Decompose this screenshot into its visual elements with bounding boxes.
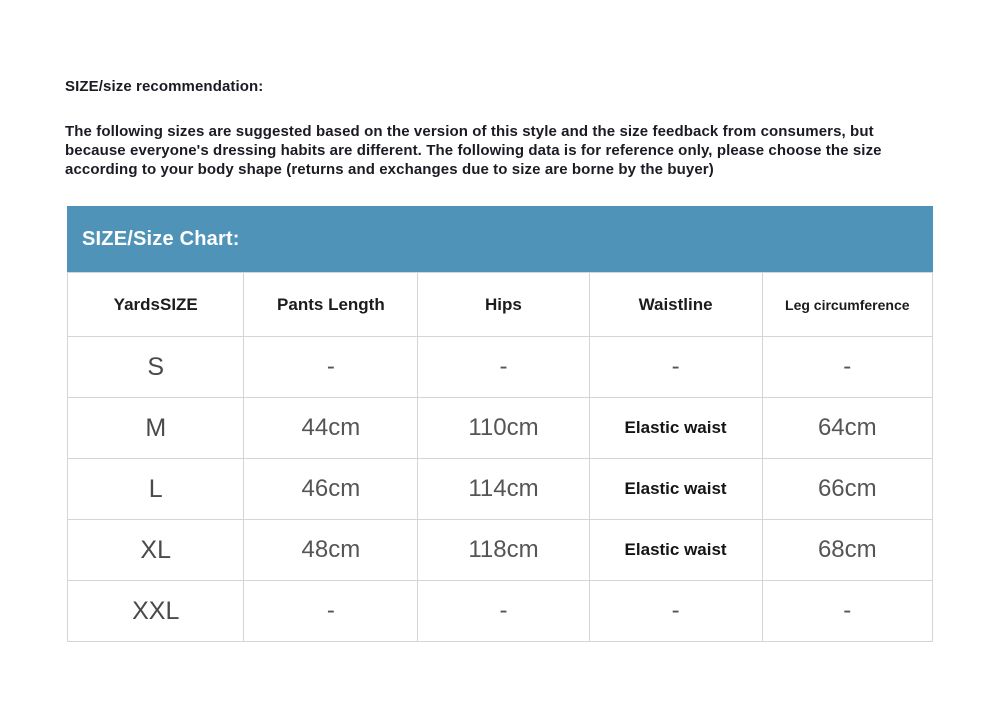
cell-pants-length: 44cm — [244, 398, 418, 459]
cell-hips: - — [418, 581, 589, 642]
size-table — [67, 272, 933, 642]
cell-leg-circumference: 64cm — [762, 398, 932, 459]
cell-leg-circumference: - — [762, 337, 932, 398]
cell-leg-circumference: 68cm — [762, 520, 932, 581]
page-title: SIZE/size recommendation: — [65, 78, 264, 95]
column-header-waistline: Waistline — [589, 273, 762, 337]
size-chart-title: SIZE/Size Chart: — [82, 227, 240, 250]
cell-hips: 114cm — [418, 459, 589, 520]
table-row — [68, 459, 933, 520]
cell-size: M — [68, 398, 244, 459]
cell-pants-length: - — [244, 337, 418, 398]
cell-pants-length: 48cm — [244, 520, 418, 581]
cell-pants-length: 46cm — [244, 459, 418, 520]
cell-size: XXL — [68, 581, 244, 642]
header-row — [68, 273, 933, 337]
cell-hips: 110cm — [418, 398, 589, 459]
cell-size: S — [68, 337, 244, 398]
column-header-size: YardsSIZE — [68, 273, 244, 337]
column-header-pants-length: Pants Length — [244, 273, 418, 337]
cell-size: L — [68, 459, 244, 520]
column-header-leg-circumference: Leg circumference — [762, 273, 932, 337]
table-row — [68, 581, 933, 642]
table-row — [68, 337, 933, 398]
size-table-header — [68, 273, 933, 337]
cell-waistline: - — [589, 581, 762, 642]
cell-leg-circumference: - — [762, 581, 932, 642]
cell-size: XL — [68, 520, 244, 581]
cell-hips: 118cm — [418, 520, 589, 581]
cell-waistline: Elastic waist — [589, 520, 762, 581]
table-row — [68, 520, 933, 581]
size-table-body — [68, 337, 933, 642]
column-header-hips: Hips — [418, 273, 589, 337]
cell-waistline: Elastic waist — [589, 459, 762, 520]
size-chart-section — [67, 206, 933, 642]
cell-waistline: - — [589, 337, 762, 398]
cell-pants-length: - — [244, 581, 418, 642]
cell-leg-circumference: 66cm — [762, 459, 932, 520]
cell-hips: - — [418, 337, 589, 398]
size-chart-banner — [67, 206, 933, 272]
cell-waistline: Elastic waist — [589, 398, 762, 459]
size-disclaimer-text: The following sizes are suggested based on the version of this style and the size feedback from consumers, but because everyone's dressing habits are different. The following data is for reference only, please choose the size according to your body shape (returns and exchanges due to size are borne by the buyer) — [65, 123, 882, 178]
table-row — [68, 398, 933, 459]
